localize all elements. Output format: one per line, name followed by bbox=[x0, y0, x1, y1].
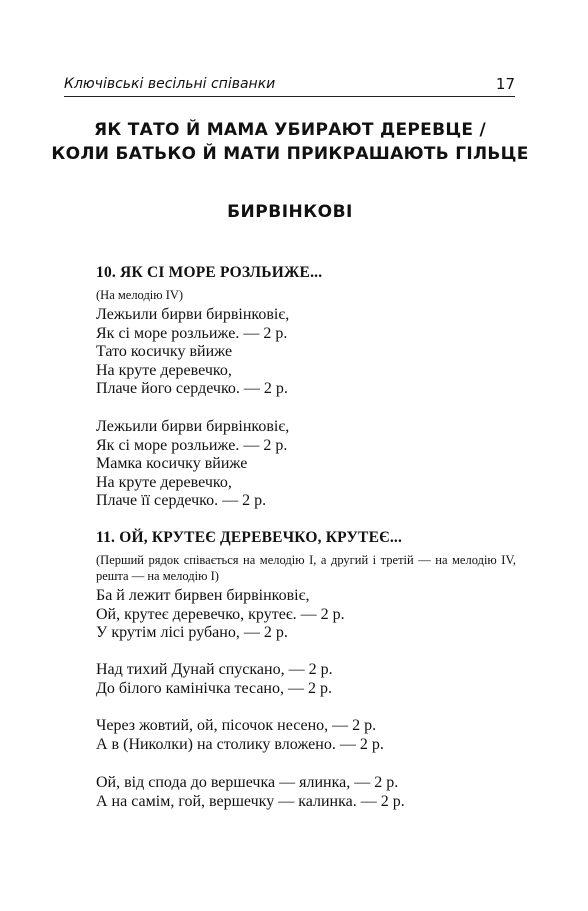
verse-line: У крутім лісі рубано, — 2 р. bbox=[96, 624, 288, 642]
verse-line: А в (Николки) на столику вложено. — 2 р. bbox=[96, 735, 384, 753]
stanza bbox=[96, 717, 384, 754]
verse-line: Плаче його сердечко. — 2 р. bbox=[96, 380, 288, 398]
verse-line: На круте деревечко, bbox=[96, 361, 232, 379]
stanza bbox=[96, 418, 289, 511]
stanza bbox=[96, 587, 345, 643]
verse-line: Лежьили бирви бирвінковіє, bbox=[96, 418, 290, 435]
page-title bbox=[40, 118, 540, 166]
verse-line: Над тихий Дунай спускано, — 2 р. bbox=[96, 661, 333, 678]
page-title-line-1: ЯК ТАТО Й МАМА УБИРАЮТ ДЕРЕВЦЕ / bbox=[93, 120, 487, 140]
melody-note: (Перший рядок співається на мелодію I, а другий і третій — на мелодію IV, решта — на мелодію I) bbox=[96, 553, 516, 583]
verse-line: Лежьили бирви бирвінковіє, bbox=[96, 306, 290, 323]
page-title-line-2: КОЛИ БАТЬКО Й МАТИ ПРИКРАШАЮТЬ ГІЛЬЦЕ bbox=[51, 144, 529, 164]
verse-line: Ой, від спода до вершечка — ялинка, — 2 р. bbox=[96, 774, 399, 791]
stanza bbox=[96, 774, 405, 811]
stanza bbox=[96, 306, 289, 399]
song-title: 11. ОЙ, КРУТЕЄ ДЕРЕВЕЧКО, КРУТЕЄ... bbox=[96, 529, 403, 546]
verse-line: Мамка косичку вйиже bbox=[96, 455, 248, 473]
song-title: 10. ЯК СІ МОРЕ РОЗЛЬИЖЕ... bbox=[96, 264, 323, 281]
verse-line: Плаче її сердечко. — 2 р. bbox=[96, 492, 267, 510]
verse-line: На круте деревечко, bbox=[96, 473, 232, 491]
melody-note: (На мелодію IV) bbox=[96, 288, 184, 302]
section-title: БИРВІНКОВІ bbox=[227, 202, 353, 222]
verse-line: Як сі море розльиже. — 2 р. bbox=[96, 324, 288, 342]
verse-line: Через жовтий, ой, пісочок несено, — 2 р. bbox=[96, 717, 377, 734]
stanza bbox=[96, 661, 333, 698]
verse-line: Ба й лежит бирвен бирвінковіє, bbox=[96, 587, 310, 604]
verse-line: А на самім, гой, вершечку — калинка. — 2 р. bbox=[96, 792, 405, 810]
running-title: Ключівські весільні співанки bbox=[64, 76, 276, 92]
verse-line: До білого камінічка тесано, — 2 р. bbox=[96, 679, 332, 697]
verse-line: Як сі море розльиже. — 2 р. bbox=[96, 436, 288, 454]
verse-line: Ой, крутеє деревечко, крутеє. — 2 р. bbox=[96, 605, 345, 623]
verse-line: Тато косичку вйиже bbox=[96, 343, 233, 361]
running-header bbox=[64, 74, 515, 97]
page-number: 17 bbox=[495, 75, 515, 93]
